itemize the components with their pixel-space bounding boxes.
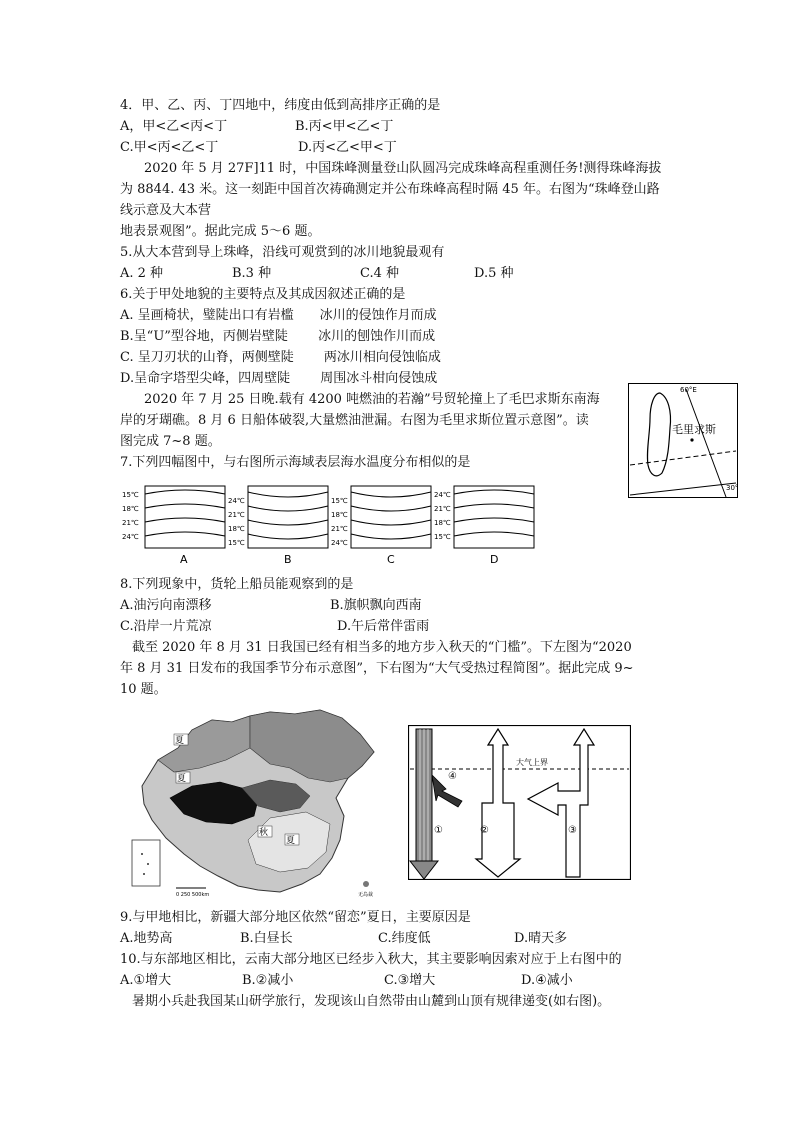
map-scale: 0 250 500km <box>176 892 210 898</box>
q8-option-d: D.午后常伴雷雨 <box>337 619 430 634</box>
q9-option-b: B.白昼长 <box>240 931 293 946</box>
panel-c-label-4: 24℃ <box>331 539 348 547</box>
map-latitude-label: 30° <box>726 484 738 492</box>
q5-option-c: C.4 种 <box>360 266 400 281</box>
panel-d-label-4: 15℃ <box>434 533 451 541</box>
q4-option-a: A，甲<乙<丙<丁 <box>120 119 228 134</box>
q7-stem: 7.下列四幅图中，与右图所示海域表层海水温度分布相似的是 <box>120 455 471 470</box>
q4-option-b: B.丙<甲<乙<丁 <box>295 119 394 134</box>
q8-stem: 8.下列现象中，货轮上船员能观察到的是 <box>120 577 354 592</box>
panel-d-label-1: 24℃ <box>434 491 451 499</box>
summer-label-south: 夏 <box>286 836 296 846</box>
panel-d-label-2: 21℃ <box>434 505 451 513</box>
arrow-4-label: ④ <box>448 771 457 782</box>
panel-d <box>434 486 534 566</box>
q5-stem: 5.从大本营到导上珠峰，沿线可观赏到的冰川地貌最观有 <box>120 245 445 260</box>
passage3-line3: 10 题。 <box>120 682 167 697</box>
q5-option-d: D.5 种 <box>474 266 514 281</box>
q10-option-b: B.②减小 <box>242 973 294 988</box>
map-longitude-label: 60°E <box>680 386 697 394</box>
panel-b-label-4: 15℃ <box>228 539 245 547</box>
passage1-line4: 地表景观图”。据此完成 5～6 题。 <box>120 224 321 239</box>
isotherm-options <box>120 478 540 566</box>
panel-a-label-3: 21℃ <box>122 519 139 527</box>
q8-option-b: B.旗帜飘向西南 <box>330 598 422 613</box>
q6-option-a: A. 呈画椅状，璧陡出口有岩槛 冰川的侵蚀作月而成 <box>120 308 437 323</box>
arrow-2-label: ② <box>480 825 489 836</box>
q6-option-c: C. 呈刀刃状的山脊，两侧壁陡 两冰川相向侵蚀临成 <box>120 350 441 365</box>
passage3-line1: 截至 2020 年 8 月 31 日我国已经有相当多的地方步入秋天的“门槛”。下左图为“2020 <box>132 640 632 655</box>
q8-option-a: A.油污向南漂移 <box>120 598 212 613</box>
panel-c-label-2: 18℃ <box>331 511 348 519</box>
q8-option-c: C.沿岸一片荒凉 <box>120 619 212 634</box>
arrow-1-label: ① <box>434 825 443 836</box>
panel-b <box>228 486 328 566</box>
panel-a-label-1: 15℃ <box>122 491 139 499</box>
q10-option-c: C.③增大 <box>384 973 436 988</box>
q5-option-a: A. 2 种 <box>120 266 164 281</box>
summer-label-west: 夏 <box>177 774 187 784</box>
panel-b-label-3: 18℃ <box>228 525 245 533</box>
panel-c <box>331 486 431 566</box>
passage2-line1: 2020 年 7 月 25 日晚.载有 4200 吨燃油的若瀚”号贸轮撞上了毛巴求斯东南海 <box>144 392 600 407</box>
panel-a-label-2: 18℃ <box>122 505 139 513</box>
passage1-line2: 为 8844. 43 米。这一刻距中国首次祷确测定并公布珠峰高程时隔 45 年。右图为“珠峰登山路 <box>120 182 660 197</box>
q10-option-d: D.④减小 <box>521 973 573 988</box>
panel-a <box>122 486 225 566</box>
panel-a-letter: A <box>180 553 188 566</box>
q6-option-d: D.呈命字塔型尖峰，四周壁陡 周围冰斗柑向侵蚀成 <box>120 371 438 386</box>
autumn-label: 秋 <box>259 828 269 838</box>
q9-stem: 9.与甲地相比，新疆大部分地区依然“留恋”夏日，主要原因是 <box>120 910 471 925</box>
panel-c-letter: C <box>387 553 395 566</box>
island-label: 无岛裁 <box>358 892 374 898</box>
panel-d-letter: D <box>490 553 499 566</box>
q4-option-d: D.丙<乙<甲<丁 <box>298 140 397 155</box>
atmosphere-upper-boundary: 大气上界 <box>516 758 548 767</box>
q4-option-c: C.甲<丙<乙<丁 <box>120 140 219 155</box>
q9-option-a: A.地势高 <box>120 931 173 946</box>
panel-c-label-3: 21℃ <box>331 525 348 533</box>
passage2-line2: 岸的牙瑚礁。8 月 6 日船体破裂,大量燃油泄漏。右图为毛里求斯位置示意图”。读 <box>120 413 589 428</box>
mauritius-label: 毛里求斯 <box>672 423 716 436</box>
atmospheric-heating-diagram <box>408 725 631 880</box>
q5-option-b: B.3 种 <box>232 266 272 281</box>
q10-stem: 10.与东部地区相比，云南大部分地区已经步入秋大，其主要影响因索对应于上右图中的 <box>120 952 622 967</box>
passage4-line1: 暑期小兵赴我国某山研学旅行，发现该山自然带由山麓到山顶有规律递变(如右图)。 <box>132 994 611 1009</box>
panel-b-letter: B <box>284 553 292 566</box>
q6-stem: 6.关于甲处地貌的主要特点及其成因叙述正确的是 <box>120 287 406 302</box>
q9-option-d: D.晴天多 <box>514 931 568 946</box>
china-season-map <box>130 708 385 903</box>
passage1-line1: 2020 年 5 月 27F]11 时，中国珠峰测量登山队圆冯完成珠峰高程重测任务!测得珠峰海拔 <box>144 161 662 176</box>
passage1-line3: 线示意及大本营 <box>120 203 212 218</box>
q4-stem: 4．甲、乙、丙、丁四地中，纬度由低到高排序正确的是 <box>120 98 441 113</box>
mauritius-location-map <box>628 383 738 498</box>
q6-option-b: B.呈“U”型谷地，丙侧岩壁陡 冰川的刨蚀作川而成 <box>120 329 436 344</box>
panel-d-label-3: 18℃ <box>434 519 451 527</box>
panel-c-label-1: 15℃ <box>331 497 348 505</box>
panel-b-label-1: 24℃ <box>228 497 245 505</box>
summer-label-north: 夏 <box>175 736 185 746</box>
panel-b-label-2: 21℃ <box>228 511 245 519</box>
passage2-line3: 图完成 7~8 题。 <box>120 434 221 449</box>
q10-option-a: A.①增大 <box>120 973 172 988</box>
q9-option-c: C.纬度低 <box>378 931 431 946</box>
passage3-line2: 年 8 月 31 日发布的我国季节分布示意图”，下右图为“大气受热过程简图”。据此完成 9~ <box>120 661 634 676</box>
arrow-3-label: ③ <box>568 825 577 836</box>
panel-a-label-4: 24℃ <box>122 533 139 541</box>
